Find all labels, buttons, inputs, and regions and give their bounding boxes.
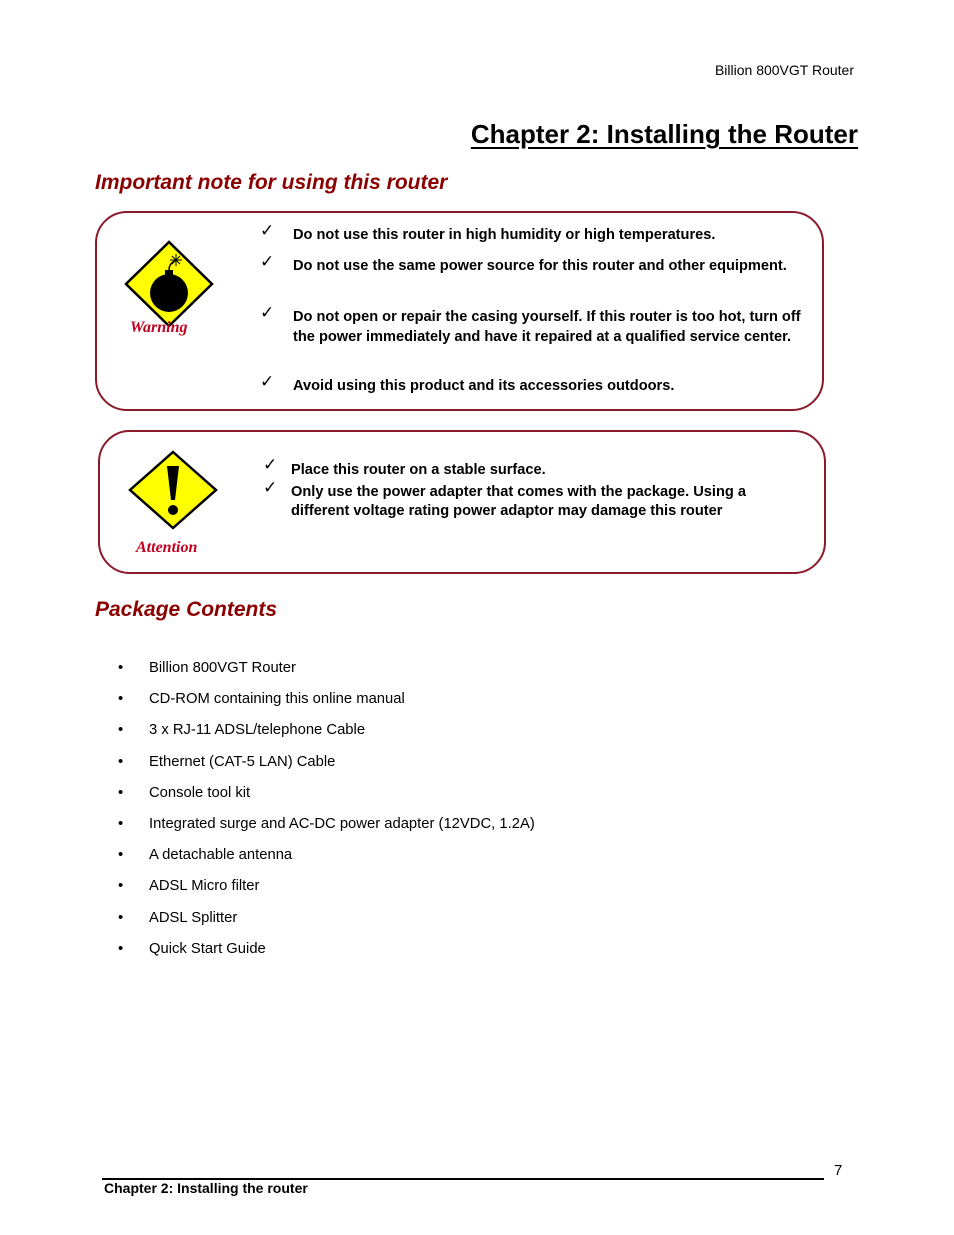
page-number: 7: [834, 1162, 843, 1179]
warning-item: Avoid using this product and its accessories outdoors.: [293, 378, 675, 394]
attention-label: Attention: [136, 539, 198, 556]
bullet-icon: •: [118, 660, 124, 676]
checkmark-icon: ✓: [260, 252, 275, 272]
bomb-warning-icon: [123, 240, 215, 328]
package-contents-heading: Package Contents: [95, 598, 278, 621]
bullet-icon: •: [118, 753, 124, 770]
bullet-icon: •: [118, 940, 124, 957]
bullet-icon: •: [118, 691, 124, 708]
warning-item: Do not use the same power source for this router and other equipment.: [293, 258, 787, 274]
checkmark-icon: ✓: [260, 303, 275, 323]
important-note-heading: Important note for using this router: [95, 171, 448, 194]
chapter-title: Chapter 2: Installing the Router: [470, 119, 858, 149]
attention-item: Place this router on a stable surface.: [291, 462, 546, 478]
attention-notice-box: [98, 430, 826, 574]
exclamation-attention-icon: [127, 450, 219, 530]
warning-item: Do not open or repair the casing yourself. If this router is too hot, turn off the power immediately and have it repaired at a qualified service center.: [293, 309, 801, 345]
checkmark-icon: ✓: [263, 478, 278, 498]
attention-item: Only use the power adapter that comes with the package. Using a different voltage rating power adaptor may damage this router: [291, 484, 746, 519]
warning-notice-box: [95, 211, 824, 411]
checkmark-icon: ✓: [260, 221, 275, 241]
footer-chapter-title: Chapter 2: Installing the router: [104, 1180, 308, 1196]
bullet-icon: •: [118, 909, 124, 926]
bullet-icon: •: [118, 784, 124, 801]
header-product-name: Billion 800VGT Router: [714, 62, 854, 78]
checkmark-icon: ✓: [263, 455, 278, 475]
warning-label: Warning: [130, 319, 188, 336]
checkmark-icon: ✓: [260, 372, 275, 392]
bullet-icon: •: [118, 878, 124, 895]
bullet-icon: •: [118, 815, 124, 832]
bullet-icon: •: [118, 722, 124, 739]
warning-item: Do not use this router in high humidity or high temperatures.: [293, 227, 716, 243]
bullet-icon: •: [118, 847, 124, 864]
